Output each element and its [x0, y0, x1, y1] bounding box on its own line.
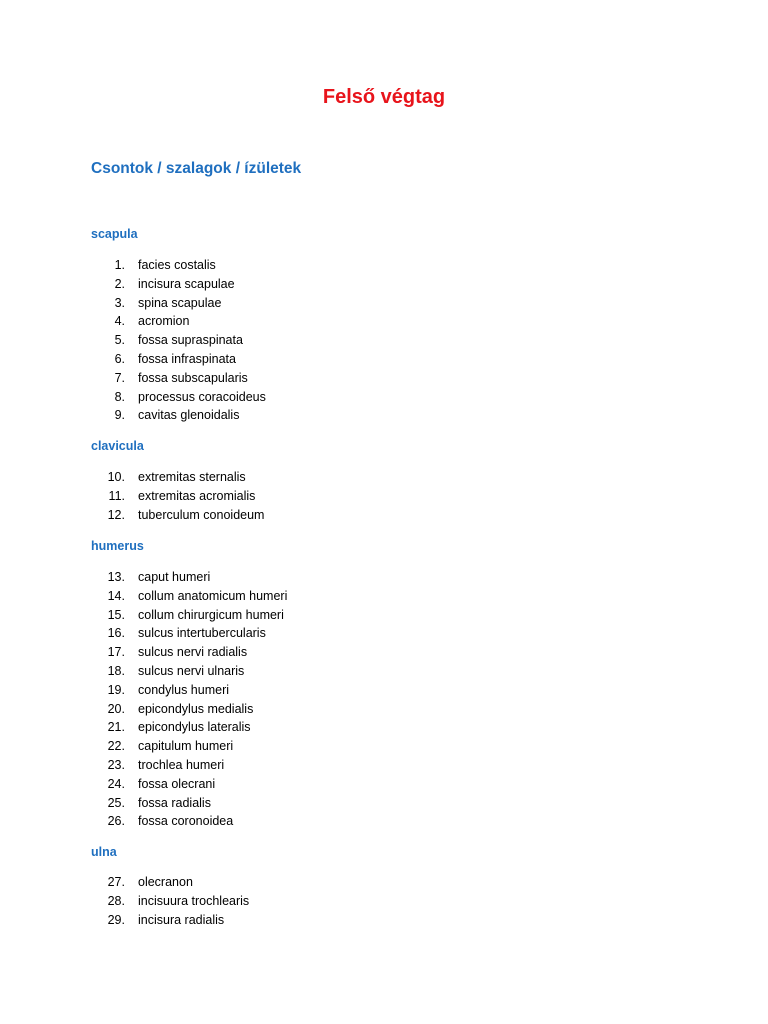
item-text: fossa coronoidea [138, 814, 234, 829]
item-number: 27. [107, 875, 125, 889]
item-number: 20. [107, 701, 125, 716]
item-number: 29. [107, 912, 125, 927]
item-text: cavitas glenoidalis [138, 408, 240, 423]
item-text: olecranon [138, 875, 193, 889]
item-number: 28. [107, 893, 125, 908]
item-text: collum chirurgicum humeri [138, 607, 284, 622]
heading-clavicula: clavicula [91, 439, 144, 453]
item-number: 5. [114, 333, 125, 348]
item-text: capitulum humeri [138, 739, 234, 754]
heading-humerus: humerus [91, 539, 144, 553]
item-text: fossa olecrani [138, 776, 216, 791]
item-number: 3. [114, 295, 125, 310]
item-number: 15. [107, 607, 125, 622]
item-text: caput humeri [138, 570, 211, 584]
item-text: incisuura trochlearis [138, 893, 250, 908]
item-number: 13. [107, 570, 125, 584]
item-number: 10. [107, 470, 125, 484]
item-text: condylus humeri [138, 682, 230, 697]
item-number: 8. [114, 389, 125, 404]
item-number: 25. [107, 795, 125, 810]
item-text: extremitas acromialis [138, 488, 256, 503]
item-number: 14. [107, 588, 125, 603]
item-text: fossa infraspinata [138, 351, 236, 366]
item-text: trochlea humeri [138, 757, 225, 772]
item-text: processus coracoideus [138, 389, 266, 404]
item-number: 9. [114, 408, 125, 423]
item-number: 21. [107, 720, 125, 735]
heading-scapula: scapula [91, 227, 138, 241]
item-number: 12. [107, 507, 125, 522]
item-text: epicondylus lateralis [138, 720, 251, 735]
item-text: fossa subscapularis [138, 370, 248, 385]
item-text: sulcus intertubercularis [138, 626, 266, 641]
page-title: Felső végtag [322, 86, 446, 108]
item-text: epicondylus medialis [138, 701, 254, 716]
item-text: incisura radialis [138, 912, 225, 927]
item-text: facies costalis [138, 258, 216, 272]
item-number: 11. [108, 488, 125, 503]
item-text: spina scapulae [138, 295, 222, 310]
section-subtitle: Csontok / szalagok / ízületek [91, 160, 302, 177]
item-text: sulcus nervi radialis [138, 645, 248, 660]
item-text: extremitas sternalis [138, 470, 246, 484]
item-text: fossa supraspinata [138, 333, 243, 348]
item-number: 1. [114, 258, 125, 272]
item-number: 2. [114, 276, 125, 291]
item-number: 16. [107, 626, 125, 641]
item-number: 18. [107, 663, 125, 678]
item-text: collum anatomicum humeri [138, 588, 288, 603]
item-text: sulcus nervi ulnaris [138, 663, 245, 678]
item-text: acromion [138, 314, 190, 329]
item-number: 7. [114, 370, 125, 385]
item-text: fossa radialis [138, 795, 211, 810]
heading-ulna: ulna [91, 845, 117, 859]
item-number: 17. [107, 645, 125, 660]
item-number: 4. [114, 314, 125, 329]
item-number: 6. [114, 351, 125, 366]
item-number: 26. [107, 814, 125, 829]
item-number: 23. [107, 757, 125, 772]
item-text: incisura scapulae [138, 276, 235, 291]
item-number: 22. [107, 739, 125, 754]
item-text: tuberculum conoideum [138, 507, 265, 522]
item-number: 24. [107, 776, 125, 791]
item-number: 19. [107, 682, 125, 697]
